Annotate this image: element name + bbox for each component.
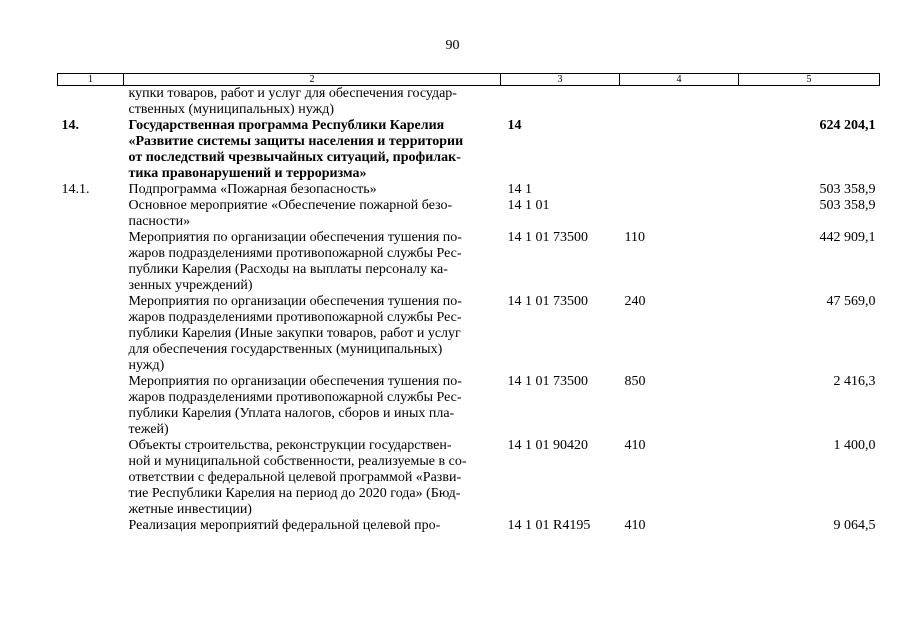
row-amount: 503 358,9 [819, 198, 876, 213]
row-code: 14 1 01 73500 [507, 374, 588, 389]
row-code: 14 [507, 118, 522, 133]
row-number [58, 86, 124, 119]
row-number [58, 230, 124, 294]
row-amount: 9 064,5 [833, 518, 876, 533]
budget-table [57, 73, 880, 534]
row-code: 14 1 01 R4195 [507, 518, 591, 533]
row-number: 14. [61, 118, 79, 133]
row-name: Мероприятия по организации обеспечения тушения по- жаров подразделениями противопожарной службы Рес- публики Карелия (Иные закупки товаров, работ и услуг для обеспечения государственных (муниципальных) нужд) [128, 294, 462, 373]
row-amount: 1 400,0 [833, 438, 876, 453]
table-row [58, 374, 880, 438]
row-amount: 47 569,0 [826, 294, 876, 309]
header-col-1: 1 [58, 74, 124, 86]
row-amount [739, 86, 880, 119]
row-name: купки товаров, работ и услуг для обеспечения государ- ственных (муниципальных) нужд) [128, 86, 457, 117]
row-expense-type: 240 [624, 294, 646, 309]
table-row [58, 118, 880, 182]
row-expense-type [620, 182, 739, 198]
row-code: 14 1 01 90420 [507, 438, 588, 453]
row-code [501, 86, 620, 119]
row-code: 14 1 01 73500 [507, 294, 588, 309]
row-expense-type: 110 [624, 230, 645, 245]
table-header-row [58, 74, 880, 86]
row-code: 14 1 [507, 182, 532, 197]
page-number: 90 [445, 38, 460, 53]
header-col-3: 3 [501, 74, 620, 86]
row-amount: 442 909,1 [819, 230, 876, 245]
row-amount: 624 204,1 [819, 118, 876, 133]
table-header [58, 74, 880, 86]
row-expense-type: 410 [624, 518, 646, 533]
header-col-4: 4 [620, 74, 739, 86]
table-row [58, 230, 880, 294]
row-name: Мероприятия по организации обеспечения тушения по- жаров подразделениями противопожарной службы Рес- публики Карелия (Уплата налогов, сборов и иных пла- тежей) [128, 374, 462, 437]
row-amount: 2 416,3 [833, 374, 876, 389]
table-row [58, 518, 880, 534]
header-col-2: 2 [124, 74, 501, 86]
table-row [58, 182, 880, 198]
row-number [58, 518, 124, 534]
row-number [58, 438, 124, 518]
row-number [58, 198, 124, 230]
table-row [58, 294, 880, 374]
table-body [58, 86, 880, 535]
row-expense-type [620, 86, 739, 119]
row-number [58, 374, 124, 438]
row-name: Подпрограмма «Пожарная безопасность» [128, 182, 377, 197]
row-amount: 503 358,9 [819, 182, 876, 197]
row-number: 14.1. [61, 182, 90, 197]
table-row [58, 86, 880, 119]
row-name: Основное мероприятие «Обеспечение пожарной безо- пасности» [128, 198, 453, 229]
row-expense-type: 850 [624, 374, 646, 389]
row-name: Реализация мероприятий федеральной целевой про- [128, 518, 441, 533]
row-code: 14 1 01 [507, 198, 550, 213]
row-code: 14 1 01 73500 [507, 230, 588, 245]
row-name: Объекты строительства, реконструкции государствен- ной и муниципальной собственности, реализуемые в со- ответствии с федеральной целевой программой «Разви- тие Республики Карелия на период до 2020 года» (Бюд- жетные инвестиции) [128, 438, 467, 517]
table-row [58, 438, 880, 518]
row-expense-type [620, 118, 739, 182]
row-expense-type [620, 198, 739, 230]
row-name: Государственная программа Республики Карелия «Развитие системы защиты населения и территории от последствий чрезвычайных ситуаций, профилак- тика правонарушений и терроризма» [128, 118, 464, 181]
row-name: Мероприятия по организации обеспечения тушения по- жаров подразделениями противопожарной службы Рес- публики Карелия (Расходы на выплаты персоналу ка- зенных учреждений) [128, 230, 462, 293]
table-row [58, 198, 880, 230]
header-col-5: 5 [739, 74, 880, 86]
row-number [58, 294, 124, 374]
row-expense-type: 410 [624, 438, 646, 453]
